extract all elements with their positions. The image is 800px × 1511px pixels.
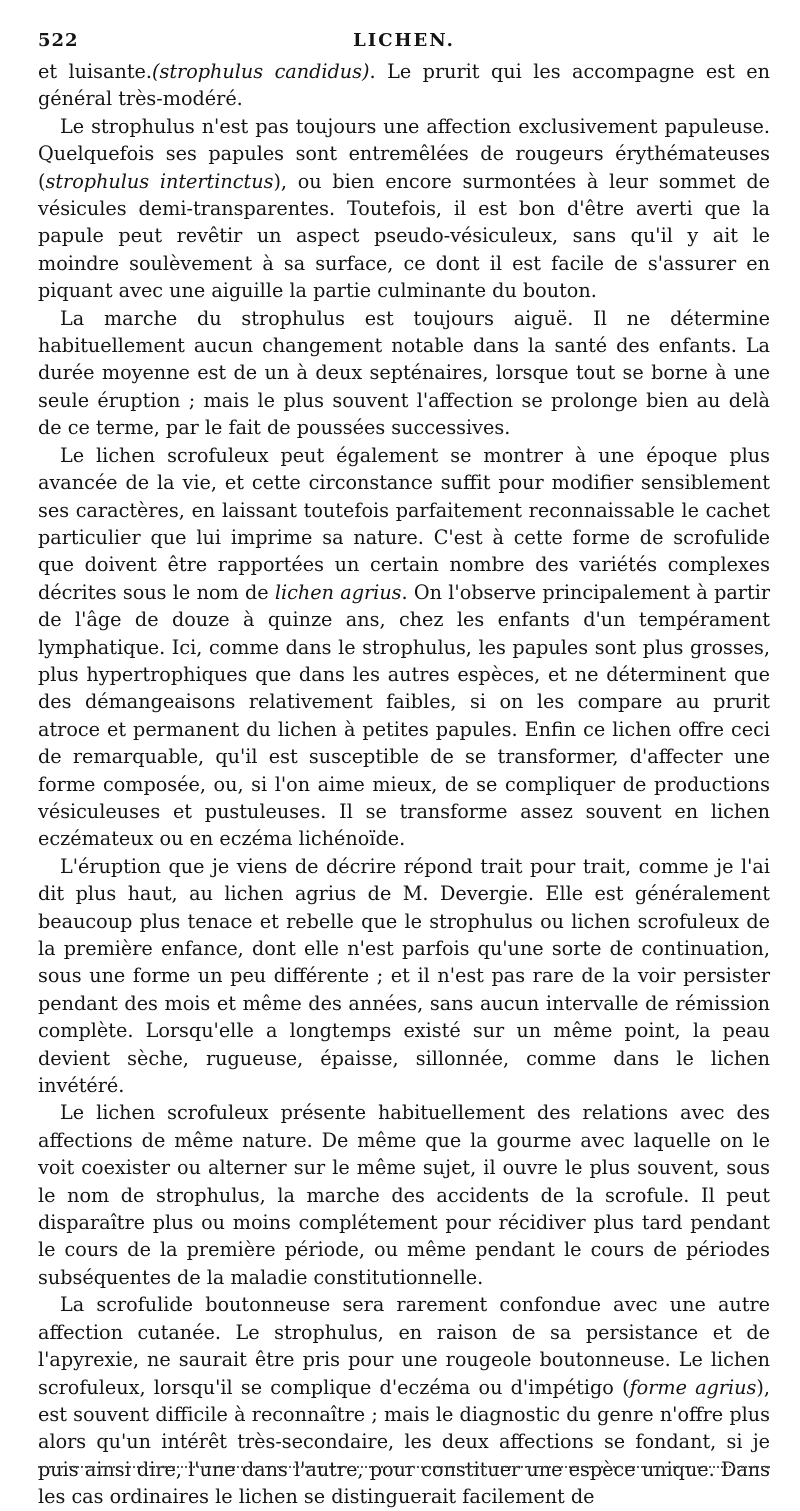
paragraph [38, 1099, 770, 1291]
text-run: . On l'observe principalement à partir de l'âge de douze à quinze ans, chez les enfants d'un tempérament lymphatique. Ici, comme dans le strophulus, les papules sont plus grosses, plus hypertrophiques que dans les autres espèces, et ne déterminent que des démangeaisons relativement faibles, si on les compare au prurit atroce et permanent du lichen à petites papules. Enfin ce lichen offre ceci de remarquable, qu'il est susceptible de se transformer, d'affecter une forme composée, ou, si l'on aime mieux, de se compliquer de productions vésiculeuses et pustuleuses. Il se transforme assez souvent en lichen eczémateux ou en eczéma lichénoïde. [38, 580, 771, 851]
page-header [38, 30, 770, 58]
text-run: ), ou bien encore surmontées à leur sommet de vésicules demi-transparentes. Toutefois, il est bon d'être averti que la papule peut revêtir un aspect pseudo-vésiculeux, sans qu'il y ait le moindre soulèvement à sa surface, ce dont il est facile de s'assurer en piquant avec une aiguille la partie culminante du bouton. [38, 169, 770, 303]
text-run: La scrofulide boutonneuse sera rarement confondue avec une autre affection cutanée. Le strophulus, en raison de sa persistance et de l'apyrexie, ne saurait être pris pour une rougeole boutonneuse. Le lichen scrofuleux, lorsqu'il se complique d'eczéma ou d'impétigo ( [38, 1293, 770, 1399]
text-run: La marche du strophulus est toujours aiguë. Il ne détermine habituellement aucun changement notable dans la santé des enfants. La durée moyenne est de un à deux septénaires, lorsque tout se borne à une seule éruption ; mais le plus souvent l'affection se prolonge bien au delà de ce terme, par le fait de poussées successives. [38, 306, 770, 440]
paragraph [38, 58, 770, 113]
text-run: ), est souvent difficile à reconnaître ; mais le diagnostic du genre n'offre plus alors qu'un intérêt très-secondaire, les deux affections se fondant, si je puis ainsi dire, l'une dans l'autre, pour constituer une espèce unique. Dans les cas ordinaires le lichen se distinguerait facilement de [38, 1375, 770, 1509]
text-run: . Le prurit qui les accompagne est en général très-modéré. [38, 60, 771, 111]
footer-dotted-rule [38, 1466, 770, 1468]
paragraph [38, 305, 770, 442]
running-title: LICHEN. [353, 30, 455, 51]
book-page [38, 30, 770, 1511]
italic-term: (strophulus candidus) [151, 60, 370, 83]
text-run: Le strophulus n'est pas toujours une affection exclusivement papuleuse. Quelquefois ses papules sont entremêlées de rougeurs érythémateuses ( [38, 114, 770, 193]
italic-term: strophulus intertinctus [45, 169, 274, 193]
paragraph [38, 113, 770, 305]
paragraph [38, 442, 770, 853]
text-run: L'éruption que je viens de décrire répond trait pour trait, comme je l'ai dit plus haut, au lichen agrius de M. Devergie. Elle est généralement beaucoup plus tenace et rebelle que le strophulus ou lichen scrofuleux de la première enfance, dont elle n'est parfois qu'une sorte de continuation, sous une forme un peu différente ; et il n'est pas rare de la voir persister pendant des mois et même des années, sans aucun intervalle de rémission complète. Lorsqu'elle a longtemps existé sur un même point, la peau devient sèche, rugueuse, épaisse, sillonnée, comme dans le lichen invétéré. [38, 854, 770, 1098]
text-run: Le lichen scrofuleux présente habituellement des relations avec des affections de même nature. De même que la gourme avec laquelle on le voit coexister ou alterner sur le même sujet, il ouvre le plus souvent, sous le nom de strophulus, la marche des accidents de la scrofule. Il peut disparaître plus ou moins complétement pour récidiver plus tard pendant le cours de la première période, ou même pendant le cours de périodes subséquentes de la maladie constitutionnelle. [38, 1101, 770, 1289]
italic-term: forme agrius [629, 1375, 757, 1399]
body-text [38, 58, 770, 1511]
paragraph [38, 853, 770, 1100]
text-run: et luisante. [38, 60, 152, 83]
italic-term: lichen agrius [274, 580, 402, 604]
paragraph [38, 1291, 770, 1510]
page-number: 522 [38, 30, 79, 51]
text-run: Le lichen scrofuleux peut également se montrer à une époque plus avancée de la vie, et cette circonstance suffit pour modifier sensiblement ses caractères, en laissant toutefois parfaitement reconnaissable le cachet particulier que lui imprime sa nature. C'est à cette forme de scrofulide que doivent être rapportées un certain nombre des variétés complexes décrites sous le nom de [38, 443, 770, 604]
